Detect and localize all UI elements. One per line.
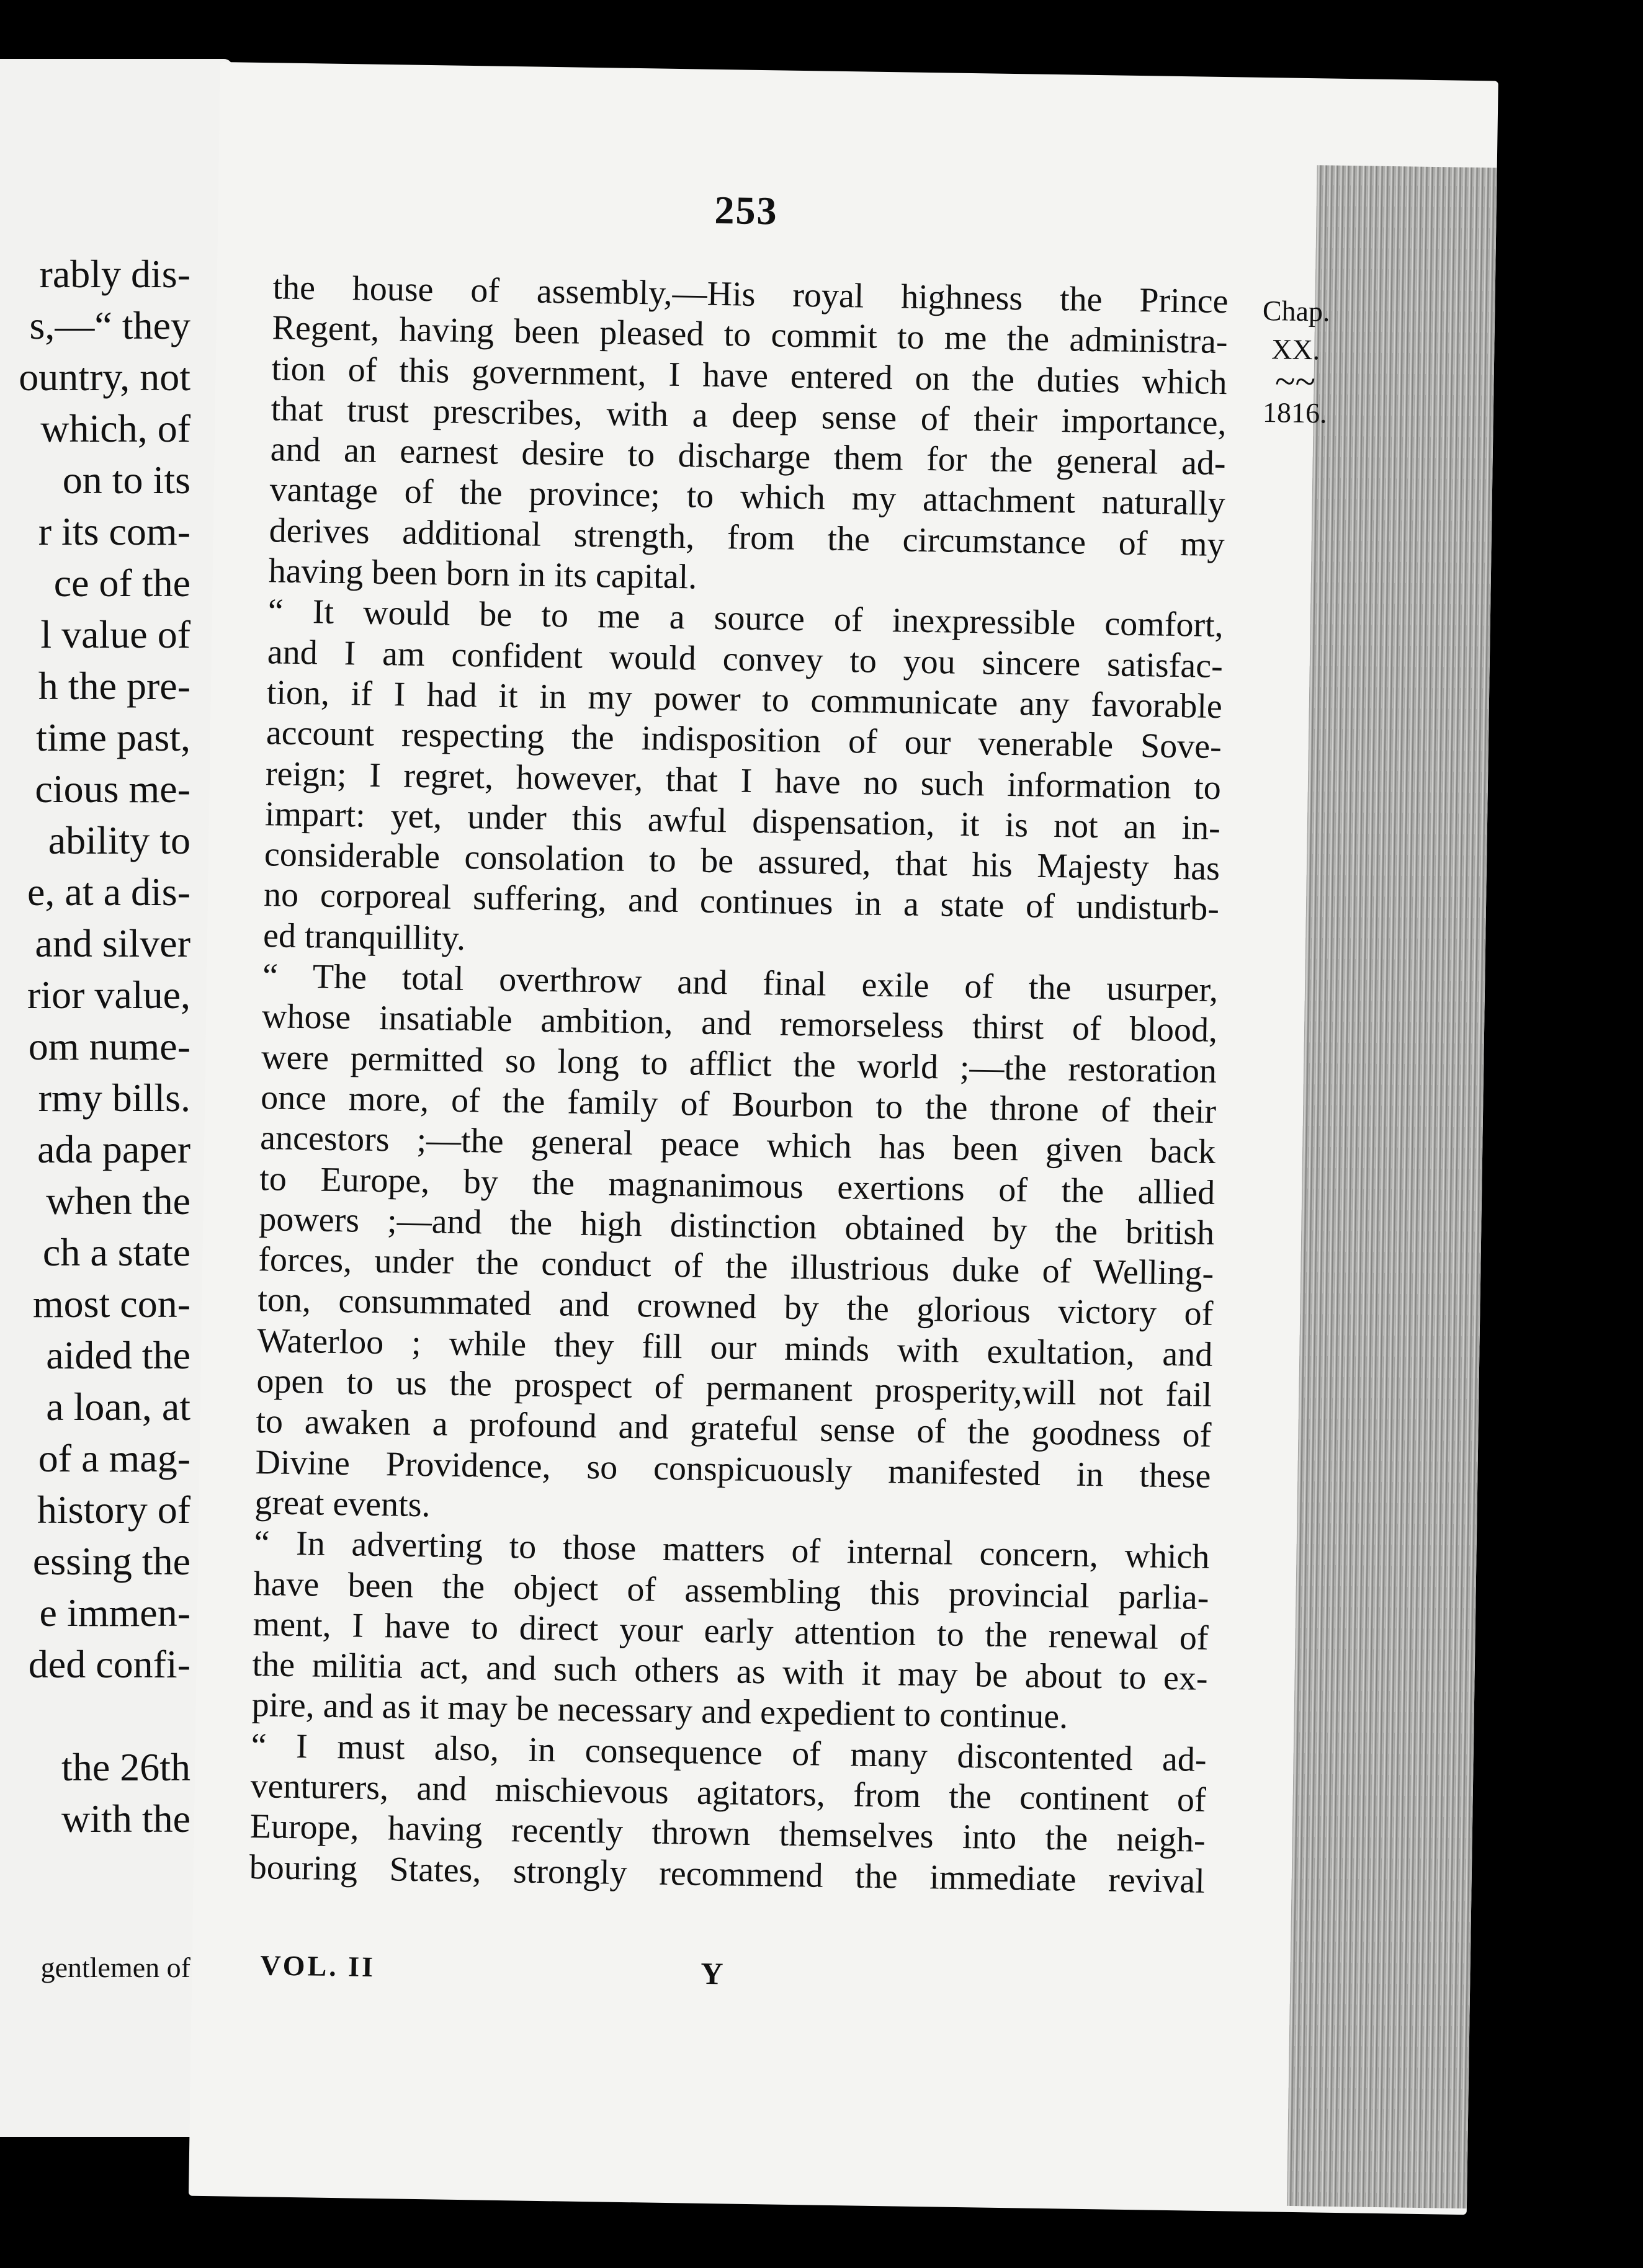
margin-note (1238, 291, 1352, 433)
facing-page-line: history of (37, 1488, 190, 1532)
facing-page-line: with the (61, 1797, 190, 1841)
facing-page-line: of a mag- (38, 1436, 190, 1480)
text-line: powers ;—and the high distinction obtained by the british (258, 1199, 1215, 1252)
text-line: great events. (254, 1483, 431, 1525)
text-line: reign; I regret, however, that I have no such information to (265, 754, 1222, 807)
facing-page-line: r its com- (38, 509, 190, 553)
facing-page-line: cious me- (35, 767, 190, 811)
facing-page-line: aided the (46, 1333, 190, 1377)
facing-page-line: e, at a dis- (27, 870, 190, 914)
facing-page-line: ountry, not (19, 355, 190, 399)
text-line: venturers, and mischievous agitators, from the continent of (250, 1767, 1207, 1819)
text-line: pire, and as it may be necessary and expedient to continue. (251, 1685, 1068, 1736)
margin-tilde-ornament: ~~ (1274, 360, 1316, 403)
facing-page-line: e immen- (39, 1591, 190, 1635)
text-line: account respecting the indisposition of our venerable Sove- (266, 713, 1222, 767)
facing-page-text (0, 248, 190, 1844)
page-edges (1287, 165, 1497, 2208)
text-line: Divine Providence, so conspicuously manifested in these (255, 1442, 1211, 1496)
text-line: ancestors ;—the general peace which has been given back (259, 1118, 1216, 1172)
text-line: tion of this government, I have entered on the duties which (271, 349, 1227, 402)
text-line: have been the object of assembling this provincial parlia- (253, 1564, 1209, 1617)
text-line: “ It would be to me a source of inexpressible comfort, (267, 592, 1224, 645)
text-line: impart: yet, under this awful dispensation, it is not an in- (264, 795, 1221, 847)
facing-page-line: ada paper (37, 1127, 190, 1171)
text-line: to awaken a profound and grateful sense of the goodness of (256, 1402, 1212, 1455)
facing-page-line: most con- (32, 1282, 190, 1326)
text-line: “ In adverting to those matters of internal concern, which (254, 1524, 1210, 1577)
text-line: the militia act, and such others as with it may be about to ex- (252, 1645, 1208, 1698)
facing-page-line: the 26th (61, 1745, 190, 1789)
facing-page-line: om nume- (28, 1024, 190, 1068)
facing-page-line: ce of the (53, 561, 190, 605)
facing-page-line: ded confi- (28, 1642, 190, 1686)
facing-page-line: l value of (40, 612, 190, 656)
text-line: to Europe, by the magnanimous exertions of the allied (259, 1159, 1215, 1212)
text-line: ed tranquillity. (262, 916, 466, 958)
facing-page-line: ability to (48, 818, 190, 862)
facing-page-line: on to its (62, 458, 190, 502)
text-line: open to us the prospect of permanent prosperity,will not fail (256, 1362, 1212, 1414)
book-page (189, 62, 1498, 2215)
text-line: ton, consummated and crowned by the glorious victory of (257, 1280, 1214, 1334)
facing-page-line: and silver (35, 921, 190, 965)
text-line: considerable consolation to be assured, that his Majesty has (264, 835, 1220, 888)
text-line: bouring States, strongly recommend the immediate revival (249, 1847, 1206, 1901)
margin-chapter-label: Chap. (1262, 294, 1330, 328)
margin-chapter-number: XX. (1271, 333, 1320, 366)
text-line: whose insatiable ambition, and remorseless thirst of blood, (261, 997, 1218, 1050)
text-line: once more, of the family of Bourbon to the throne of their (260, 1078, 1217, 1131)
facing-page-line: when the (46, 1179, 190, 1223)
text-line: derives additional strength, from the circumstance of my (269, 511, 1225, 564)
footer-volume: VOL. II (260, 1949, 376, 1983)
facing-page-line: h the pre- (38, 664, 190, 708)
facing-page-line: rably dis- (39, 252, 190, 296)
text-line: were permitted so long to afflict the world ;—the restoration (261, 1037, 1217, 1091)
text-line: Waterloo ; while they fill our minds with exultation, and (256, 1321, 1213, 1374)
text-line: that trust prescribes, with a deep sense of their importance, (271, 390, 1227, 443)
text-line: vantage of the province; to which my attachment naturally (269, 470, 1226, 524)
facing-page-line: rior value, (27, 973, 190, 1017)
body-text (249, 267, 1229, 1901)
facing-page-line: rmy bills. (38, 1076, 190, 1120)
text-line: Europe, having recently thrown themselves into the neigh- (249, 1807, 1206, 1860)
text-line: ment, I have to direct your early attention to the renewal of (253, 1604, 1209, 1658)
facing-page-line (0, 1690, 190, 1741)
facing-page-line: time past, (36, 715, 190, 759)
facing-page-line: essing the (32, 1539, 190, 1583)
text-line: forces, under the conduct of the illustrious duke of Welling- (257, 1240, 1214, 1293)
text-line: and an earnest desire to discharge them for the general ad- (270, 430, 1227, 483)
text-line: “ I must also, in consequence of many discontented ad- (251, 1726, 1207, 1779)
text-line: Regent, having been pleased to commit to me the administra- (272, 308, 1228, 362)
facing-page-line: s,—“ they (29, 303, 190, 347)
page-number: 253 (714, 187, 779, 233)
facing-page-line: ch a state (42, 1230, 190, 1274)
facing-page-last-line: gentlemen of (40, 1952, 190, 1983)
text-line: tion, if I had it in my power to communicate any favorable (266, 673, 1223, 726)
text-line: and I am confident would convey to you sincere satisfac- (267, 632, 1224, 685)
text-line: having been born in its capital. (268, 551, 697, 597)
facing-page-line: a loan, at (46, 1385, 190, 1429)
text-line: the house of assembly,—His royal highness the Prince (272, 268, 1229, 321)
text-line: no corporeal suffering, and continues in a state of undisturb- (263, 875, 1220, 929)
facing-page-line: which, of (40, 406, 190, 450)
text-line: “ The total overthrow and final exile of the usurper, (262, 957, 1219, 1010)
margin-year: 1816. (1262, 396, 1327, 429)
footer-signature-mark: Y (700, 1955, 723, 1991)
